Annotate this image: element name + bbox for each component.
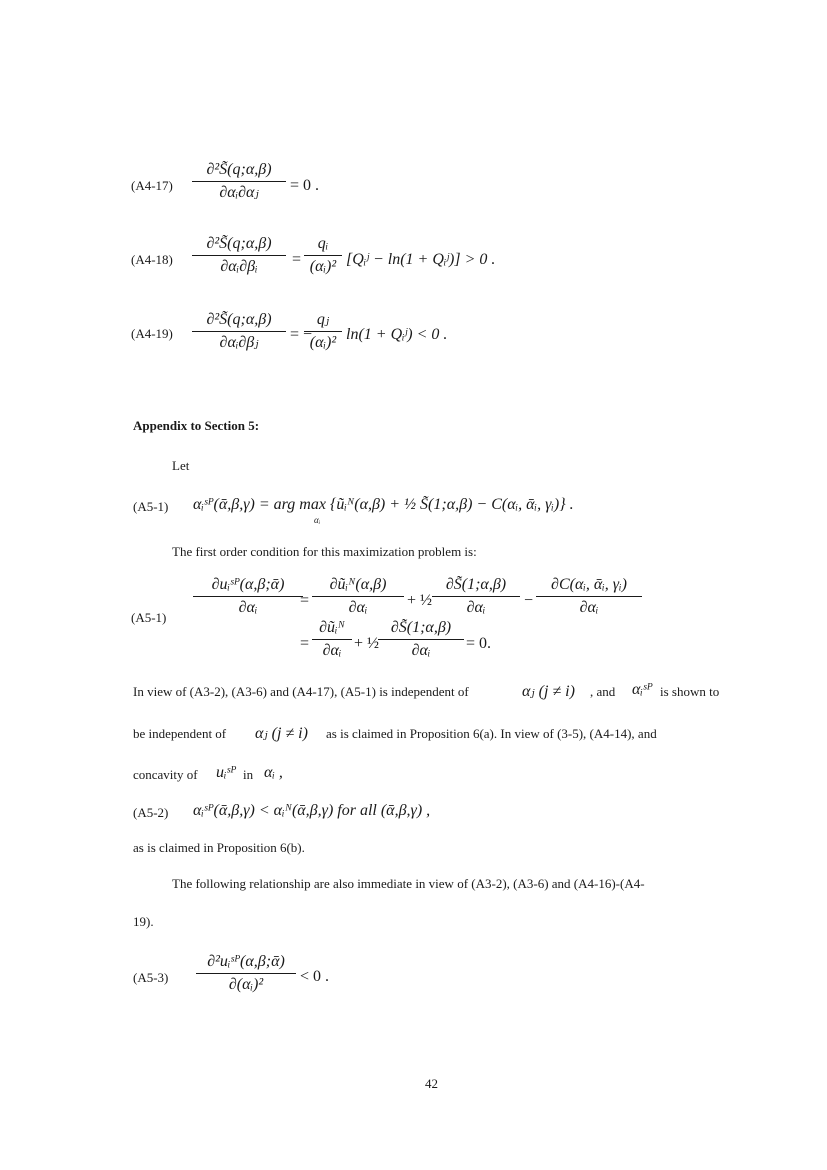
equation-a4-19-coef-numerator: qⱼ <box>316 311 330 328</box>
equation-label-a5-3: (A5-3) <box>133 970 169 985</box>
equation-a5-1b-row2-term1 <box>312 618 352 661</box>
equation-a5-1b-row2-term1-denominator: ∂αᵢ <box>322 642 342 659</box>
claim-b-text: as is claimed in Proposition 6(b). <box>133 840 305 855</box>
equation-a5-1b-lhs-numerator: ∂uᵢˢᴾ(α,β;ᾱ) <box>211 576 285 593</box>
para2-line1: The following relationship are also immediate in view of (A3-2), (A3-6) and (A4-16)-(A4- <box>172 876 645 891</box>
equation-a4-18-coef-numerator: qᵢ <box>317 235 329 252</box>
equation-a5-1b-row2-term1-numerator: ∂ũᵢᴺ <box>319 619 345 636</box>
para2-line2: 19). <box>133 914 154 929</box>
equation-a5-1b-term1-numerator: ∂ũᵢᴺ(α,β) <box>329 576 387 593</box>
equation-a5-1b-term2-denominator: ∂αᵢ <box>466 599 486 616</box>
equation-a5-2-body: αᵢˢᴾ(ᾱ,β,γ) < αᵢᴺ(ᾱ,β,γ) for all (ᾱ,β,γ) , <box>193 802 431 819</box>
equation-a5-1b-term1 <box>312 575 404 618</box>
equation-a4-18-numerator: ∂²S̃(q;α,β) <box>206 235 272 252</box>
fraction-bar <box>378 639 464 640</box>
para1-line2-text-c: as is claimed in Proposition 6(a). In view of (3-5), (A4-14), and <box>326 726 657 741</box>
fraction-bar <box>192 255 286 256</box>
equation-a4-19-numerator: ∂²S̃(q;α,β) <box>206 311 272 328</box>
equation-a5-1b-term2-numerator: ∂S̃(1;α,β) <box>445 576 507 593</box>
equation-a5-1b-term3 <box>536 575 642 618</box>
para1-line1-text-e: is shown to <box>660 684 720 699</box>
equation-a5-1b-equals: = <box>300 592 310 609</box>
fraction-bar <box>312 639 352 640</box>
equation-label-a4-18: (A4-18) <box>131 252 173 267</box>
equation-a5-1b-row2-term2-denominator: ∂αᵢ <box>411 642 431 659</box>
equation-label-a5-1a: (A5-1) <box>133 499 169 514</box>
appendix-heading: Appendix to Section 5: <box>133 418 260 433</box>
para1-line3-math-d: αᵢ , <box>264 764 283 781</box>
equation-a4-18-fraction <box>192 234 286 277</box>
para1-line1-text-c: , and <box>590 684 616 699</box>
equation-a4-19-equals: = − <box>290 326 313 343</box>
para1-line3-text-a: concavity of <box>133 767 198 782</box>
fraction-bar <box>193 596 303 597</box>
equation-a4-19-coef-denominator: (αᵢ)² <box>309 334 337 351</box>
equation-a4-18-coefficient <box>304 234 342 277</box>
para1-line1-text-a: In view of (A3-2), (A3-6) and (A4-17), (A5-1) is independent of <box>133 684 469 699</box>
equation-label-a4-17: (A4-17) <box>131 178 173 193</box>
page-number: 42 <box>425 1076 438 1091</box>
equation-a5-1b-equals-2: = <box>300 635 310 652</box>
equation-a4-17-denominator: ∂αᵢ∂αⱼ <box>219 184 259 201</box>
equation-a4-19-coefficient <box>304 310 342 353</box>
fraction-bar <box>536 596 642 597</box>
fraction-bar <box>312 596 404 597</box>
equation-a5-3-denominator: ∂(αᵢ)² <box>228 976 264 993</box>
equation-a5-1b-lhs-denominator: ∂αᵢ <box>238 599 258 616</box>
equation-a5-1a-body: αᵢˢᴾ(ᾱ,β,γ) = arg max {ũᵢᴺ(α,β) + ½ S̃(1;α,β) − C(αᵢ, ᾱᵢ, γᵢ)} . <box>193 496 574 513</box>
equation-a4-19-rhs: ln(1 + Qᵢʲ) < 0 . <box>346 326 448 343</box>
para1-line1-math-d: αᵢˢᴾ <box>632 681 653 698</box>
equation-a5-1a-argmax-subscript: αᵢ <box>314 515 321 525</box>
equation-a4-17-rhs: = 0 . <box>290 177 320 194</box>
equation-a4-18-equals: = <box>292 251 302 268</box>
para1-line2-math-b: αⱼ (j ≠ i) <box>255 725 308 742</box>
equation-a4-18-coef-denominator: (αᵢ)² <box>309 258 337 275</box>
equation-a5-1b-lhs <box>193 575 303 618</box>
equation-a5-1b-term3-numerator: ∂C(αᵢ, ᾱᵢ, γᵢ) <box>551 576 627 593</box>
equation-label-a4-19: (A4-19) <box>131 326 173 341</box>
para1-line3-math-b: uᵢˢᴾ <box>216 764 237 781</box>
fraction-bar <box>192 181 286 182</box>
equation-a5-1b-row2-term2-numerator: ∂S̃(1;α,β) <box>390 619 452 636</box>
equation-a4-17-numerator: ∂²S̃(q;α,β) <box>206 161 272 178</box>
equation-a5-1b-term2 <box>432 575 520 618</box>
equation-a5-1b-plus-half-2: + ½ <box>354 635 380 652</box>
equation-a4-18-denominator: ∂αᵢ∂βᵢ <box>220 258 258 275</box>
para1-line1-math-b: αⱼ (j ≠ i) <box>522 683 575 700</box>
equation-a4-18-rhs: [Qᵢʲ − ln(1 + Qᵢʲ)] > 0 . <box>346 251 496 268</box>
equation-a5-1b-term1-denominator: ∂αᵢ <box>348 599 368 616</box>
equation-a4-19-denominator: ∂αᵢ∂βⱼ <box>219 334 259 351</box>
foc-intro: The first order condition for this maximization problem is: <box>172 544 477 559</box>
equation-a5-1b-row2-term2 <box>378 618 464 661</box>
equation-a5-1b-minus: − <box>524 592 534 609</box>
equation-a5-3-rhs: < 0 . <box>300 968 330 985</box>
para1-line3-text-c: in <box>243 767 254 782</box>
equation-a5-1b-term3-denominator: ∂αᵢ <box>579 599 599 616</box>
equation-a5-1b-end: = 0. <box>466 635 492 652</box>
equation-a4-19-fraction <box>192 310 286 353</box>
fraction-bar <box>192 331 286 332</box>
equation-label-a5-1b: (A5-1) <box>131 610 167 625</box>
equation-a5-3-fraction <box>196 952 296 995</box>
equation-a4-17-fraction <box>192 160 286 203</box>
equation-label-a5-2: (A5-2) <box>133 805 169 820</box>
fraction-bar <box>432 596 520 597</box>
equation-a5-3-numerator: ∂²uᵢˢᴾ(α,β;ᾱ) <box>207 953 285 970</box>
fraction-bar <box>196 973 296 974</box>
let-text: Let <box>172 458 190 473</box>
equation-a5-1b-plus-half: + ½ <box>407 592 433 609</box>
fraction-bar <box>304 255 342 256</box>
fraction-bar <box>304 331 342 332</box>
para1-line2-text-a: be independent of <box>133 726 227 741</box>
